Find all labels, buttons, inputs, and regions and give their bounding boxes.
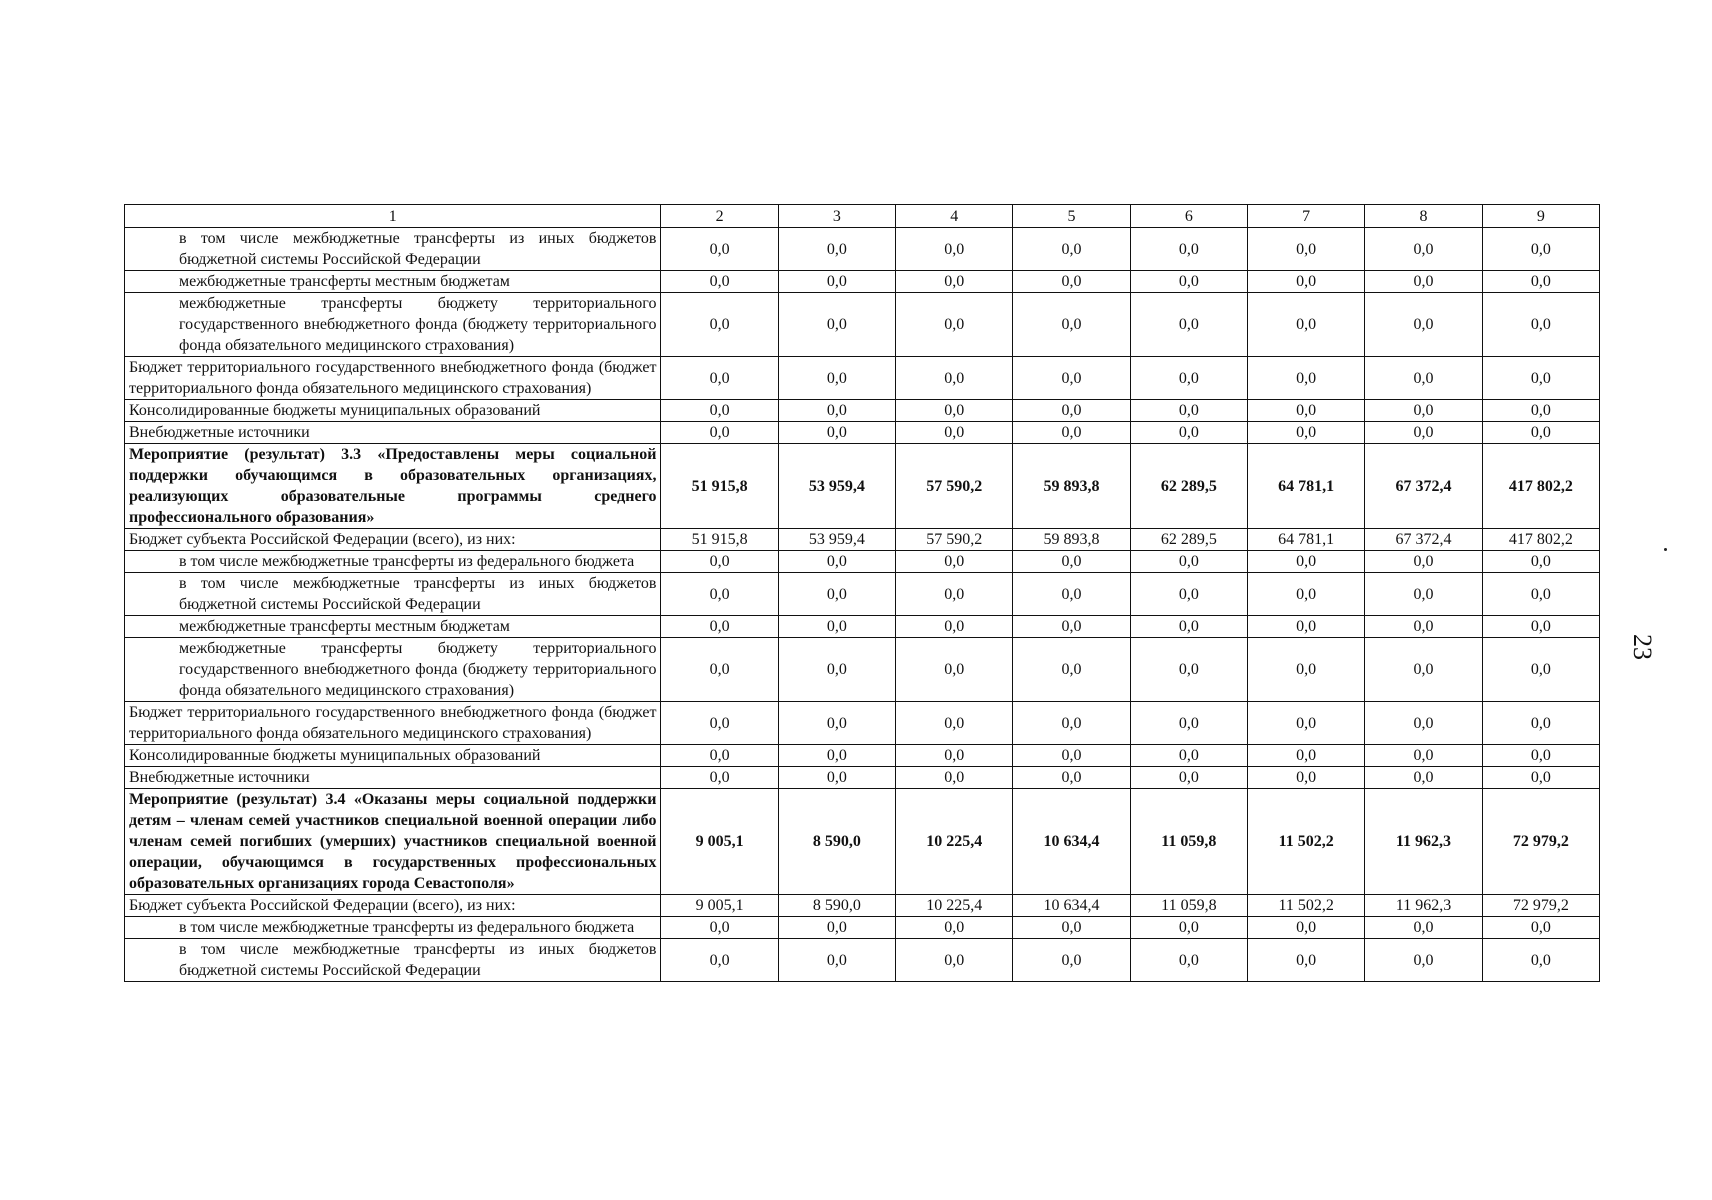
table-row <box>125 895 1600 917</box>
value-cell: 62 289,5 <box>1130 529 1247 551</box>
value-cell: 0,0 <box>896 939 1013 982</box>
value-cell: 0,0 <box>1013 638 1130 702</box>
value-cell: 0,0 <box>1482 293 1599 357</box>
header-cell: 6 <box>1130 205 1247 228</box>
value-cell: 0,0 <box>1248 228 1365 271</box>
row-label: в том числе межбюджетные трансферты из федерального бюджета <box>125 917 661 939</box>
value-cell: 10 634,4 <box>1013 895 1130 917</box>
value-cell: 0,0 <box>661 939 778 982</box>
value-cell: 11 502,2 <box>1248 789 1365 895</box>
value-cell: 0,0 <box>1013 702 1130 745</box>
value-cell: 0,0 <box>661 228 778 271</box>
table-row <box>125 551 1600 573</box>
value-cell: 0,0 <box>1013 422 1130 444</box>
value-cell: 0,0 <box>1130 228 1247 271</box>
value-cell: 0,0 <box>896 767 1013 789</box>
value-cell: 8 590,0 <box>778 895 895 917</box>
value-cell: 0,0 <box>896 422 1013 444</box>
value-cell: 0,0 <box>1365 271 1482 293</box>
value-cell: 0,0 <box>1365 767 1482 789</box>
table-row <box>125 745 1600 767</box>
value-cell: 0,0 <box>1482 573 1599 616</box>
value-cell: 0,0 <box>1013 357 1130 400</box>
value-cell: 0,0 <box>896 702 1013 745</box>
value-cell: 0,0 <box>1482 400 1599 422</box>
table-row <box>125 529 1600 551</box>
value-cell: 0,0 <box>778 767 895 789</box>
value-cell: 11 059,8 <box>1130 789 1247 895</box>
table-row <box>125 917 1600 939</box>
value-cell: 53 959,4 <box>778 529 895 551</box>
value-cell: 0,0 <box>661 917 778 939</box>
value-cell: 0,0 <box>661 702 778 745</box>
row-label: Внебюджетные источники <box>125 767 661 789</box>
value-cell: 0,0 <box>896 400 1013 422</box>
value-cell: 0,0 <box>661 422 778 444</box>
value-cell: 0,0 <box>661 573 778 616</box>
row-label: межбюджетные трансферты бюджету территориального государственного внебюджетного фонда (бюджету территориального фонда обязательного медицинского страхования) <box>125 293 661 357</box>
value-cell: 0,0 <box>1482 422 1599 444</box>
header-cell: 7 <box>1248 205 1365 228</box>
value-cell: 0,0 <box>778 551 895 573</box>
value-cell: 8 590,0 <box>778 789 895 895</box>
header-cell: 5 <box>1013 205 1130 228</box>
value-cell: 0,0 <box>896 228 1013 271</box>
value-cell: 53 959,4 <box>778 444 895 529</box>
value-cell: 0,0 <box>1248 767 1365 789</box>
value-cell: 0,0 <box>1365 745 1482 767</box>
header-row <box>125 205 1600 228</box>
table-row <box>125 616 1600 638</box>
value-cell: 0,0 <box>1248 357 1365 400</box>
value-cell: 0,0 <box>1248 939 1365 982</box>
value-cell: 0,0 <box>1248 293 1365 357</box>
table-row <box>125 400 1600 422</box>
value-cell: 0,0 <box>1130 939 1247 982</box>
row-label: Бюджет субъекта Российской Федерации (всего), из них: <box>125 895 661 917</box>
table-row <box>125 422 1600 444</box>
value-cell: 67 372,4 <box>1365 444 1482 529</box>
value-cell: 0,0 <box>778 917 895 939</box>
row-label: межбюджетные трансферты местным бюджетам <box>125 271 661 293</box>
value-cell: 67 372,4 <box>1365 529 1482 551</box>
value-cell: 0,0 <box>1130 357 1247 400</box>
value-cell: 72 979,2 <box>1482 895 1599 917</box>
row-label: в том числе межбюджетные трансферты из иных бюджетов бюджетной системы Российской Федерации <box>125 573 661 616</box>
row-label: Бюджет территориального государственного внебюджетного фонда (бюджет территориального фонда обязательного медицинского страхования) <box>125 702 661 745</box>
header-cell: 2 <box>661 205 778 228</box>
value-cell: 0,0 <box>778 745 895 767</box>
table-row <box>125 638 1600 702</box>
value-cell: 0,0 <box>1482 917 1599 939</box>
value-cell: 0,0 <box>1482 638 1599 702</box>
value-cell: 0,0 <box>1130 551 1247 573</box>
header-cell: 8 <box>1365 205 1482 228</box>
value-cell: 0,0 <box>661 616 778 638</box>
row-label: в том числе межбюджетные трансферты из иных бюджетов бюджетной системы Российской Федерации <box>125 228 661 271</box>
page-number: 23 <box>1628 634 1657 660</box>
table-body <box>125 228 1600 982</box>
value-cell: 0,0 <box>1013 745 1130 767</box>
value-cell: 0,0 <box>661 271 778 293</box>
row-label: межбюджетные трансферты местным бюджетам <box>125 616 661 638</box>
value-cell: 0,0 <box>778 228 895 271</box>
row-label: Мероприятие (результат) 3.3 «Предоставлены меры социальной поддержки обучающимся в образовательных организациях, реализующих образовательные программы среднего профессионального образования» <box>125 444 661 529</box>
value-cell: 10 225,4 <box>896 895 1013 917</box>
header-cell: 3 <box>778 205 895 228</box>
value-cell: 0,0 <box>1248 422 1365 444</box>
value-cell: 0,0 <box>661 767 778 789</box>
value-cell: 0,0 <box>778 271 895 293</box>
value-cell: 11 962,3 <box>1365 895 1482 917</box>
value-cell: 0,0 <box>1365 357 1482 400</box>
value-cell: 0,0 <box>1248 917 1365 939</box>
value-cell: 51 915,8 <box>661 444 778 529</box>
value-cell: 0,0 <box>1013 767 1130 789</box>
value-cell: 72 979,2 <box>1482 789 1599 895</box>
row-label: Бюджет субъекта Российской Федерации (всего), из них: <box>125 529 661 551</box>
value-cell: 0,0 <box>1130 638 1247 702</box>
value-cell: 0,0 <box>1130 917 1247 939</box>
value-cell: 0,0 <box>1130 745 1247 767</box>
value-cell: 10 634,4 <box>1013 789 1130 895</box>
value-cell: 0,0 <box>1013 293 1130 357</box>
value-cell: 0,0 <box>1365 293 1482 357</box>
value-cell: 0,0 <box>1248 616 1365 638</box>
value-cell: 0,0 <box>896 745 1013 767</box>
value-cell: 0,0 <box>1130 573 1247 616</box>
value-cell: 0,0 <box>896 293 1013 357</box>
value-cell: 0,0 <box>1365 228 1482 271</box>
value-cell: 0,0 <box>1013 400 1130 422</box>
row-label: Консолидированные бюджеты муниципальных образований <box>125 745 661 767</box>
value-cell: 0,0 <box>1365 400 1482 422</box>
value-cell: 0,0 <box>1365 616 1482 638</box>
value-cell: 11 502,2 <box>1248 895 1365 917</box>
value-cell: 0,0 <box>1365 422 1482 444</box>
value-cell: 62 289,5 <box>1130 444 1247 529</box>
value-cell: 0,0 <box>778 616 895 638</box>
row-label: межбюджетные трансферты бюджету территориального государственного внебюджетного фонда (бюджету территориального фонда обязательного медицинского страхования) <box>125 638 661 702</box>
row-label: в том числе межбюджетные трансферты из федерального бюджета <box>125 551 661 573</box>
value-cell: 0,0 <box>1365 573 1482 616</box>
value-cell: 0,0 <box>1482 271 1599 293</box>
value-cell: 0,0 <box>896 551 1013 573</box>
measure-row <box>125 444 1600 529</box>
table-row <box>125 228 1600 271</box>
header-cell: 9 <box>1482 205 1599 228</box>
value-cell: 0,0 <box>1013 551 1130 573</box>
value-cell: 0,0 <box>778 638 895 702</box>
row-label: Консолидированные бюджеты муниципальных образований <box>125 400 661 422</box>
table-row <box>125 271 1600 293</box>
value-cell: 0,0 <box>778 573 895 616</box>
value-cell: 0,0 <box>778 293 895 357</box>
value-cell: 64 781,1 <box>1248 444 1365 529</box>
value-cell: 0,0 <box>1248 573 1365 616</box>
value-cell: 0,0 <box>1013 573 1130 616</box>
value-cell: 0,0 <box>1365 917 1482 939</box>
value-cell: 0,0 <box>896 638 1013 702</box>
value-cell: 0,0 <box>778 939 895 982</box>
value-cell: 0,0 <box>1248 551 1365 573</box>
value-cell: 11 059,8 <box>1130 895 1247 917</box>
value-cell: 0,0 <box>1365 939 1482 982</box>
value-cell: 0,0 <box>1130 271 1247 293</box>
value-cell: 0,0 <box>1482 745 1599 767</box>
value-cell: 0,0 <box>1248 702 1365 745</box>
value-cell: 0,0 <box>896 917 1013 939</box>
value-cell: 0,0 <box>1365 551 1482 573</box>
value-cell: 9 005,1 <box>661 895 778 917</box>
value-cell: 0,0 <box>1130 616 1247 638</box>
value-cell: 0,0 <box>661 293 778 357</box>
value-cell: 0,0 <box>661 551 778 573</box>
header-cell: 1 <box>125 205 661 228</box>
value-cell: 0,0 <box>1013 228 1130 271</box>
value-cell: 0,0 <box>778 400 895 422</box>
value-cell: 0,0 <box>1482 767 1599 789</box>
value-cell: 9 005,1 <box>661 789 778 895</box>
value-cell: 0,0 <box>661 400 778 422</box>
value-cell: 0,0 <box>1482 357 1599 400</box>
value-cell: 0,0 <box>778 702 895 745</box>
value-cell: 0,0 <box>896 271 1013 293</box>
value-cell: 59 893,8 <box>1013 444 1130 529</box>
row-label: Внебюджетные источники <box>125 422 661 444</box>
value-cell: 0,0 <box>661 357 778 400</box>
value-cell: 0,0 <box>1130 702 1247 745</box>
value-cell: 0,0 <box>661 745 778 767</box>
value-cell: 0,0 <box>1013 939 1130 982</box>
row-label: Мероприятие (результат) 3.4 «Оказаны меры социальной поддержки детям – членам семей участников специальной военной операции либо членам семей погибших (умерших) участников специальной военной операции, обучающимся в государственных профессиональных образовательных организациях города Севастополя» <box>125 789 661 895</box>
table-row <box>125 293 1600 357</box>
value-cell: 57 590,2 <box>896 529 1013 551</box>
table-row <box>125 357 1600 400</box>
table-row <box>125 702 1600 745</box>
value-cell: 0,0 <box>1248 745 1365 767</box>
value-cell: 0,0 <box>1248 638 1365 702</box>
value-cell: 0,0 <box>1130 422 1247 444</box>
value-cell: 417 802,2 <box>1482 529 1599 551</box>
value-cell: 0,0 <box>1482 616 1599 638</box>
value-cell: 0,0 <box>1248 271 1365 293</box>
value-cell: 0,0 <box>778 357 895 400</box>
value-cell: 0,0 <box>1013 917 1130 939</box>
value-cell: 0,0 <box>1013 616 1130 638</box>
value-cell: 11 962,3 <box>1365 789 1482 895</box>
row-label: Бюджет территориального государственного внебюджетного фонда (бюджет территориального фонда обязательного медицинского страхования) <box>125 357 661 400</box>
budget-table <box>124 204 1600 982</box>
value-cell: 0,0 <box>1482 551 1599 573</box>
value-cell: 0,0 <box>1130 767 1247 789</box>
value-cell: 0,0 <box>1130 293 1247 357</box>
value-cell: 64 781,1 <box>1248 529 1365 551</box>
value-cell: 417 802,2 <box>1482 444 1599 529</box>
header-cell: 4 <box>896 205 1013 228</box>
table-row <box>125 573 1600 616</box>
value-cell: 0,0 <box>661 638 778 702</box>
value-cell: 57 590,2 <box>896 444 1013 529</box>
value-cell: 0,0 <box>1365 702 1482 745</box>
value-cell: 0,0 <box>896 357 1013 400</box>
value-cell: 0,0 <box>1482 939 1599 982</box>
value-cell: 51 915,8 <box>661 529 778 551</box>
value-cell: 0,0 <box>1365 638 1482 702</box>
value-cell: 0,0 <box>1013 271 1130 293</box>
row-label: в том числе межбюджетные трансферты из иных бюджетов бюджетной системы Российской Федерации <box>125 939 661 982</box>
value-cell: 0,0 <box>1130 400 1247 422</box>
value-cell: 0,0 <box>896 616 1013 638</box>
table-row <box>125 939 1600 982</box>
value-cell: 0,0 <box>896 573 1013 616</box>
value-cell: 59 893,8 <box>1013 529 1130 551</box>
value-cell: 0,0 <box>1482 702 1599 745</box>
value-cell: 0,0 <box>778 422 895 444</box>
table-row <box>125 767 1600 789</box>
measure-row <box>125 789 1600 895</box>
value-cell: 10 225,4 <box>896 789 1013 895</box>
scan-speck <box>1664 548 1667 551</box>
value-cell: 0,0 <box>1482 228 1599 271</box>
value-cell: 0,0 <box>1248 400 1365 422</box>
